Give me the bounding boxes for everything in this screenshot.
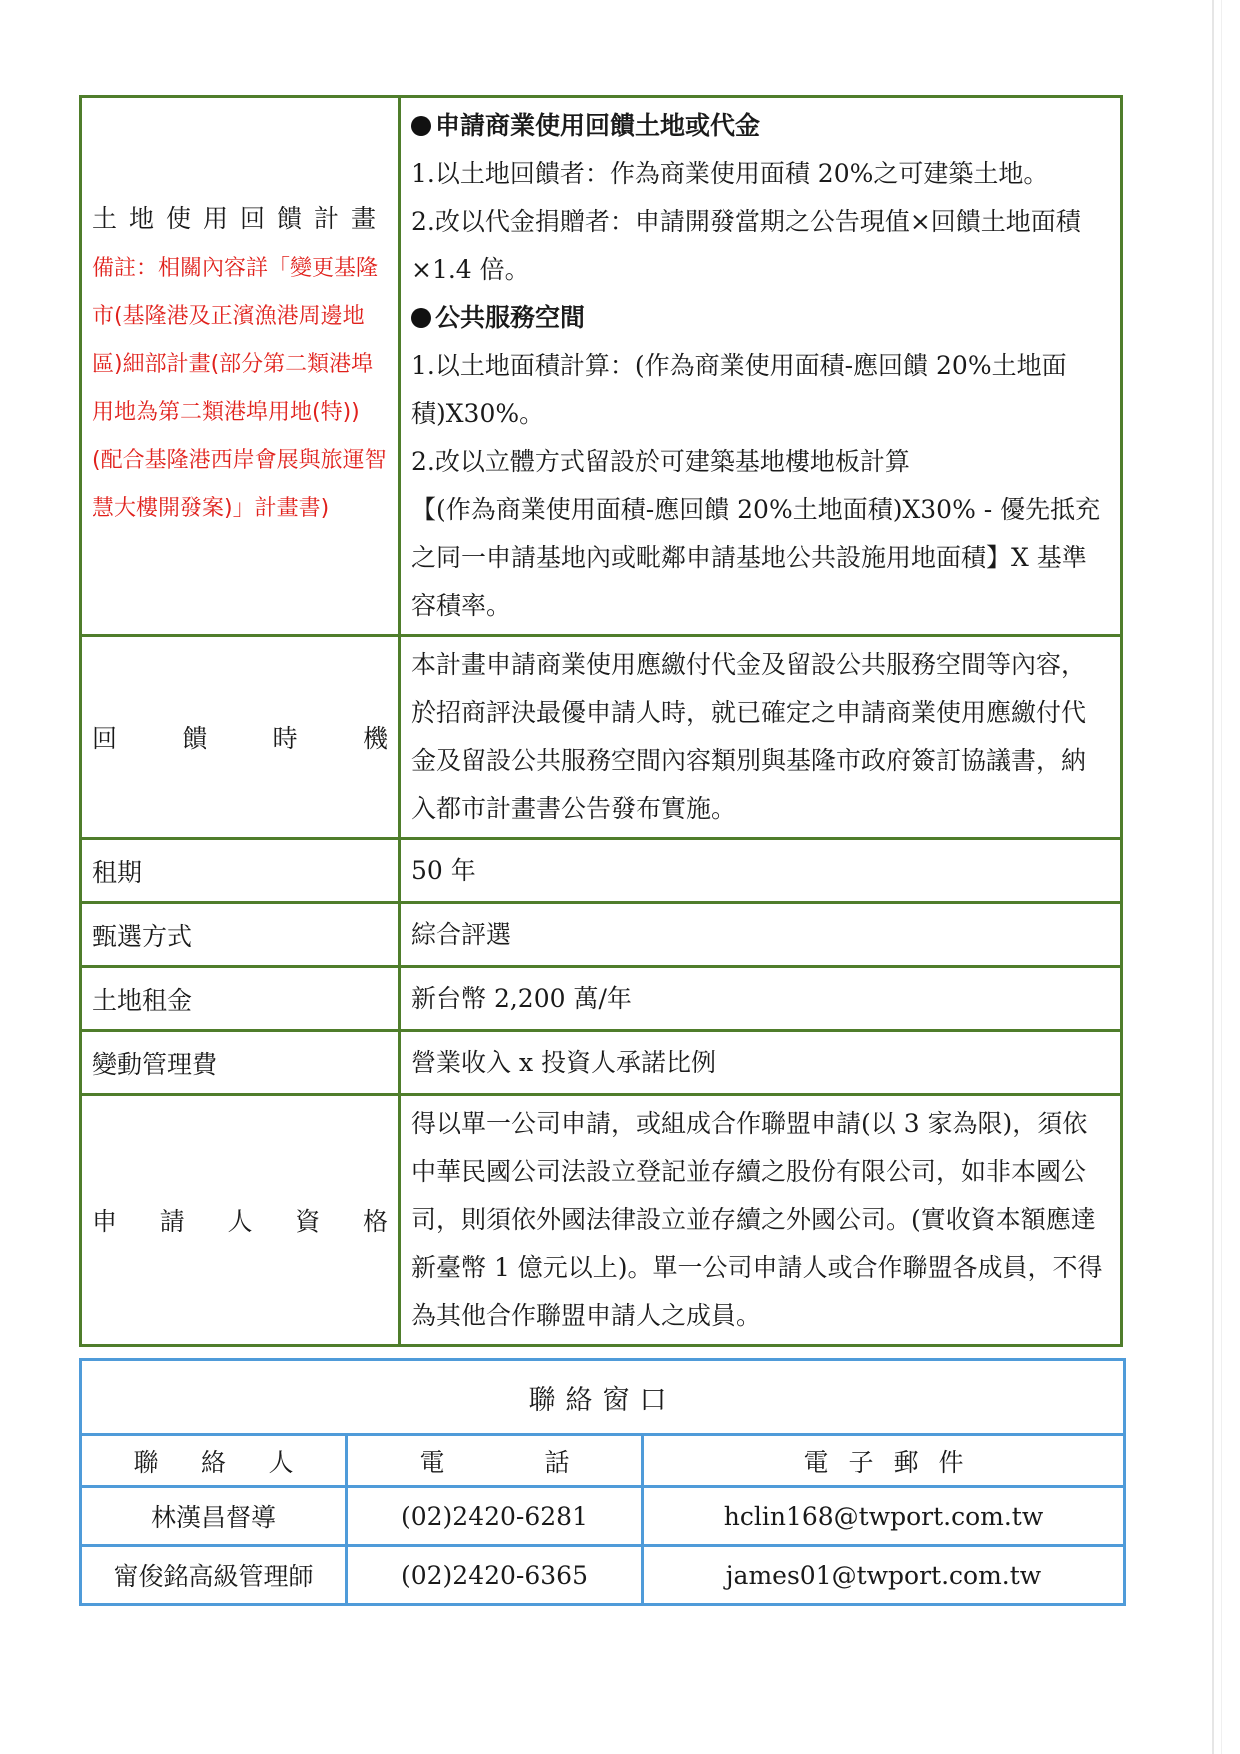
section2-item1: 1.以土地面積計算：(作為商業使用面積-應回饋 20%土地面積)X30%。: [411, 351, 1067, 428]
label-char: 申: [92, 1207, 118, 1236]
section1-heading: 申請商業使用回饋土地或代金: [411, 102, 1110, 150]
contact-email[interactable]: hclin168@twport.com.tw: [643, 1487, 1125, 1546]
label-char: 請: [159, 1207, 185, 1236]
label-char: 時: [272, 724, 298, 753]
selection-method-row: [81, 903, 1122, 967]
label-char: 資: [295, 1207, 321, 1236]
header-phone: [347, 1435, 643, 1487]
label-char: 聯: [133, 1447, 159, 1477]
selection-method-label: 甄選方式: [81, 903, 400, 967]
contact-row: [81, 1546, 1125, 1605]
feedback-plan-content: [400, 97, 1122, 636]
label-char: 格: [362, 1207, 388, 1236]
label-char: 件: [938, 1447, 964, 1477]
label-char: 郵: [893, 1447, 919, 1477]
label-char: 饋: [182, 724, 208, 753]
section2-item2: 2.改以立體方式留設於可建築基地樓地板計算: [411, 447, 910, 476]
scan-edge: [1212, 0, 1214, 1754]
bullet-icon: [411, 116, 431, 136]
contact-name: 林漢昌督導: [81, 1487, 347, 1546]
contact-title: 聯絡窗口: [81, 1360, 1125, 1435]
contact-table: [79, 1358, 1126, 1606]
label-char: 絡: [200, 1447, 226, 1477]
applicant-qualification-label-cell: [81, 1095, 400, 1346]
lease-term-value: 50 年: [400, 839, 1122, 903]
lease-term-label: 租期: [81, 839, 400, 903]
feedback-plan-label-cell: [81, 97, 400, 636]
feedback-plan-label: [92, 199, 388, 235]
contact-header-row: [81, 1435, 1125, 1487]
variable-fee-label: 變動管理費: [81, 1031, 400, 1095]
contact-email[interactable]: james01@twport.com.tw: [643, 1546, 1125, 1605]
feedback-timing-content: 本計畫申請商業使用應繳付代金及留設公共服務空間等內容，於招商評決最優申請人時，就已確定之申請商業使用應繳付代金及留設公共服務空間內容類別與基隆市政府簽訂協議書，納入都市計畫書公告發布實施。: [400, 636, 1122, 839]
label-char: 電: [803, 1447, 829, 1477]
feedback-plan-note: 備註：相關內容詳「變更基隆市(基隆港及正濱漁港周邊地區)細部計畫(部分第二類港埠用地為第二類港埠用地(特))(配合基隆港西岸會展與旅運智慧大樓開發案)」計畫書): [92, 256, 387, 521]
selection-method-value: 綜合評選: [400, 903, 1122, 967]
contact-phone: (02)2420-6365: [347, 1546, 643, 1605]
label-char: 機: [362, 724, 388, 753]
section2-item2-formula: 【(作為商業使用面積-應回饋 20%土地面積)X30% - 優先抵充之同一申請基地內或毗鄰申請基地公共設施用地面積】X 基準容積率。: [411, 495, 1101, 620]
feedback-plan-label-text: 土地使用回饋計畫: [92, 204, 389, 233]
feedback-plan-row: [81, 97, 1122, 636]
contact-name: 甯俊銘高級管理師: [81, 1546, 347, 1605]
variable-fee-row: [81, 1031, 1122, 1095]
label-char: 子: [848, 1447, 874, 1477]
section1-item2: 2.改以代金捐贈者：申請開發當期之公告現值×回饋土地面積×1.4 倍。: [411, 207, 1081, 284]
contact-title-row: [81, 1360, 1125, 1435]
feedback-timing-label: [92, 719, 388, 755]
section1-item1: 1.以土地回饋者：作為商業使用面積 20%之可建築土地。: [411, 159, 1049, 188]
label-char: 人: [268, 1447, 294, 1477]
land-rent-label: 土地租金: [81, 967, 400, 1031]
scan-edge-faint: [1221, 0, 1222, 1754]
applicant-qualification-label: [92, 1202, 388, 1238]
label-char: 回: [92, 724, 118, 753]
bullet-icon: [411, 308, 431, 328]
applicant-qualification-row: [81, 1095, 1122, 1346]
section2-heading: 公共服務空間: [411, 294, 1110, 342]
land-rent-row: [81, 967, 1122, 1031]
contact-row: [81, 1487, 1125, 1546]
header-email: [643, 1435, 1125, 1487]
label-char: 電: [419, 1447, 445, 1477]
contact-phone: (02)2420-6281: [347, 1487, 643, 1546]
feedback-timing-row: [81, 636, 1122, 839]
label-char: 話: [544, 1447, 570, 1477]
feedback-timing-label-cell: [81, 636, 400, 839]
lease-term-row: [81, 839, 1122, 903]
variable-fee-value: 營業收入 x 投資人承諾比例: [400, 1031, 1122, 1095]
header-contact-person: [81, 1435, 347, 1487]
land-rent-value: 新台幣 2,200 萬/年: [400, 967, 1122, 1031]
label-char: 人: [227, 1207, 253, 1236]
applicant-qualification-content: 得以單一公司申請，或組成合作聯盟申請(以 3 家為限)，須依中華民國公司法設立登記並存續之股份有限公司，如非本國公司，則須依外國法律設立並存續之外國公司。(實收資本額應達新臺幣 1 億元以上)。單一公司申請人或合作聯盟各成員，不得為其他合作聯盟申請人之成員。: [400, 1095, 1122, 1346]
project-info-table: [79, 95, 1123, 1347]
